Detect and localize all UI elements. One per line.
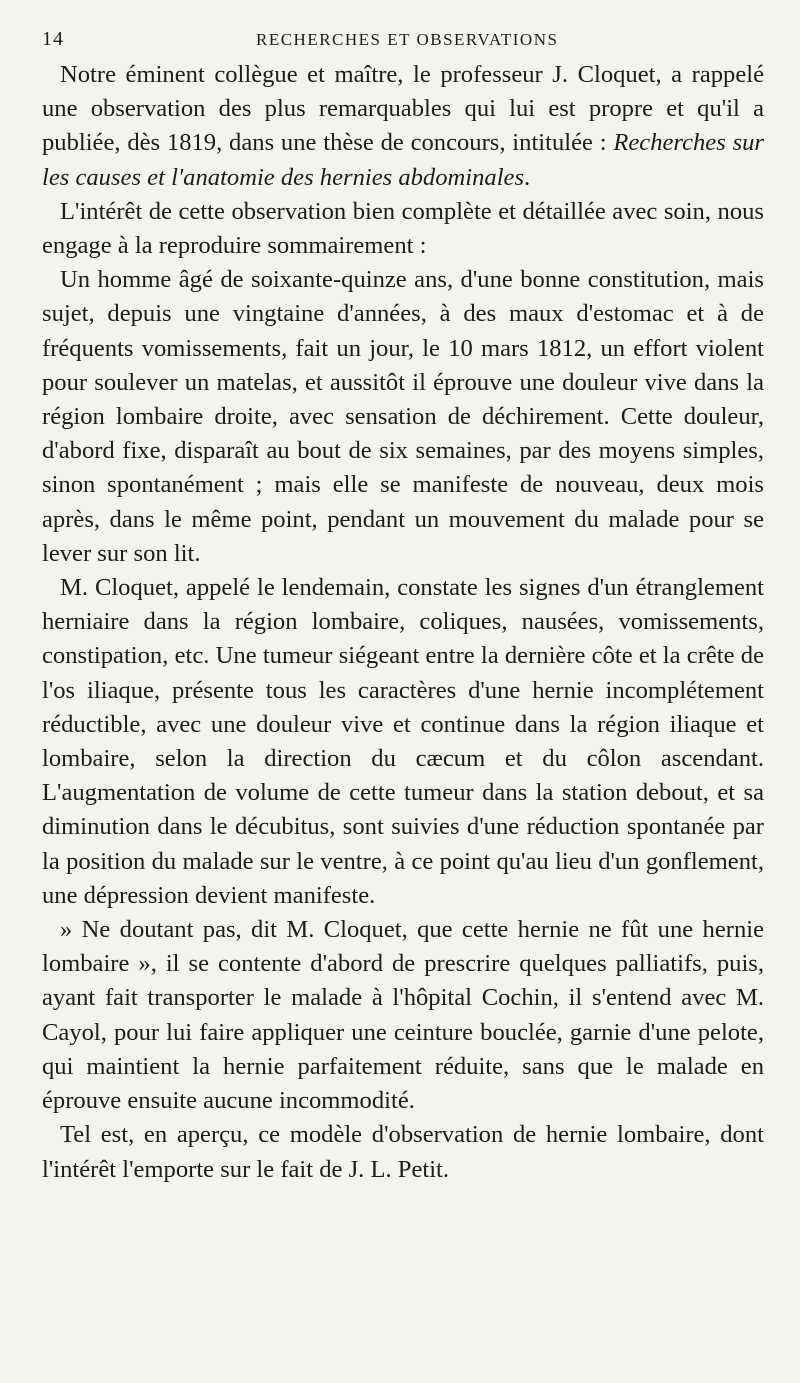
body-text: [42, 58, 764, 1187]
paragraph-6: Tel est, en aperçu, ce modèle d'observation de hernie lombaire, dont l'intérêt l'emporte sur le fait de J. L. Petit.: [42, 1121, 764, 1183]
paragraph-5: » Ne doutant pas, dit M. Cloquet, que cette hernie ne fût une hernie lombaire », il se contente d'abord de prescrire quelques palliatifs, puis, ayant fait transporter le malade à l'hôpital Cochin, il s'entend avec M. Cayol, pour lui faire appliquer une ceinture bouclée, garnie d'une pelote, qui maintient la hernie parfaitement réduite, sans que le malade en éprouve ensuite aucune incommodité.: [42, 916, 764, 1115]
paragraph-1-text: Notre éminent collègue et maître, le professeur J. Cloquet, a rappelé une observation des plus remarquables qui lui est propre et qu'il a publiée, dès 1819, dans une thèse de concours, intitulée :: [42, 61, 764, 157]
thesis-title: Recherches sur les causes et l'anatomie des hernies abdominales: [42, 129, 765, 191]
paragraph-2: L'intérêt de cette observation bien complète et détaillée avec soin, nous engage à la reproduire sommairement :: [42, 197, 764, 260]
paragraph-1-end: .: [524, 163, 531, 191]
running-header: [42, 28, 764, 58]
page-number: 14: [42, 28, 64, 50]
paragraph-1: [42, 58, 764, 195]
running-title: RECHERCHES ET OBSERVATIONS: [256, 30, 559, 49]
paragraph-4: M. Cloquet, appelé le lendemain, constate les signes d'un étranglement herniaire dans la région lombaire, coliques, nausées, vomissements, constipation, etc. Une tumeur siégeant entre la dernière côte et la crête de l'os iliaque, présente tous les caractères d'une hernie incomplétement réductible, avec une douleur vive et continue dans la région iliaque et lombaire, selon la direction du cæcum et du côlon ascendant. L'augmentation de volume de cette tumeur dans la station debout, et sa diminution dans le décubitus, sont suivies d'une réduction spontanée par la position du malade sur le ventre, à ce point qu'au lieu d'un gonflement, une dépression devient manifeste.: [42, 574, 764, 909]
paragraph-3: Un homme âgé de soixante-quinze ans, d'une bonne constitution, mais sujet, depuis une vingtaine d'années, à des maux d'estomac et à de fréquents vomissements, fait un jour, le 10 mars 1812, un effort violent pour soulever un matelas, et aussitôt il éprouve une douleur vive dans la région lombaire droite, avec sensation de déchirement. Cette douleur, d'abord fixe, disparaît au bout de six semaines, par des moyens simples, sinon spontanément ; mais elle se manifeste de nouveau, deux mois après, dans le même point, pendant un mouvement du malade pour se lever sur son lit.: [42, 266, 764, 567]
